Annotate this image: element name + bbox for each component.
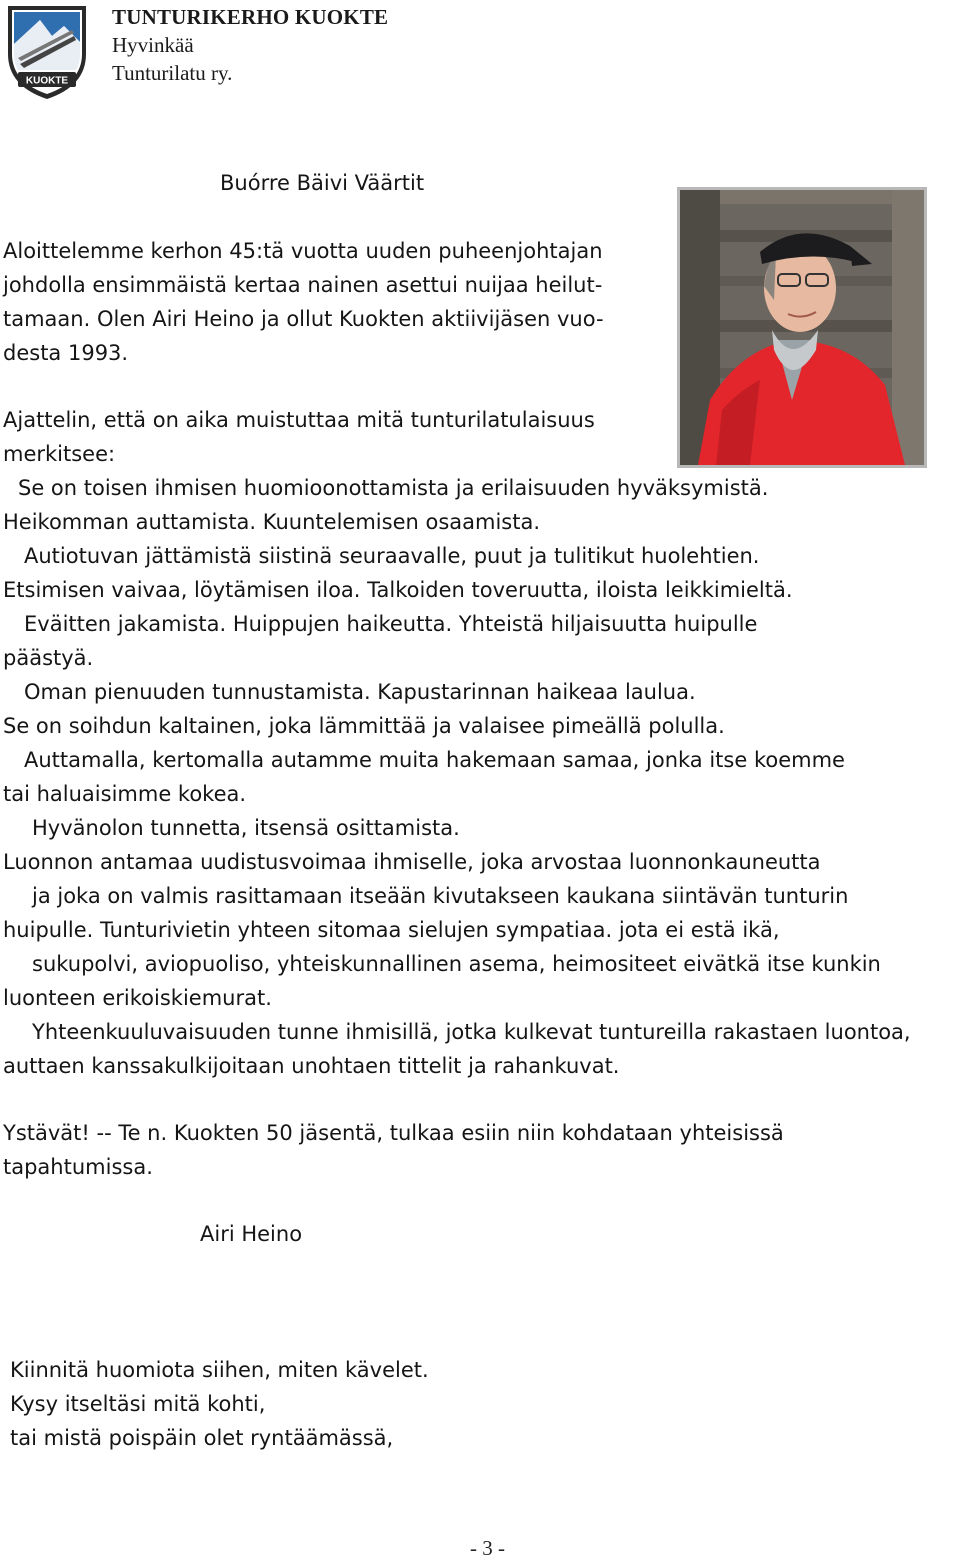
org-name: TUNTURIKERHO KUOKTE [112,5,389,29]
body-line: merkitsee: [3,442,116,466]
logo-text: KUOKTE [25,75,69,87]
body-line: päästyä. [3,646,94,670]
body-line: Yhteenkuuluvaisuuden tunne ihmisillä, jotka kulkevat tuntureilla rakastaen luontoa, [32,1020,911,1044]
intro-line: tamaan. Olen Airi Heino ja ollut Kuokten aktiivijäsen vuo- [3,307,604,331]
body-line: Hyvänolon tunnetta, itsensä osittamista. [32,816,460,840]
body-line: Luonnon antamaa uudistusvoimaa ihmiselle, joka arvostaa luonnonkauneutta [3,850,821,874]
body-line: Se on toisen ihmisen huomioonottamista ja erilaisuuden hyväksymistä. [18,476,769,500]
body-line: Oman pienuuden tunnustamista. Kapustarinnan haikeaa laulua. [24,680,696,704]
page-number: - 3 - [470,1536,505,1560]
article-greeting: Buórre Bäivi Väärtit [220,171,425,195]
body-line: huipulle. Tunturivietin yhteen sitomaa sielujen sympatiaa. jota ei estä ikä, [3,918,780,942]
body-line: auttaen kanssakulkijoitaan unohtaen tittelit ja rahankuvat. [3,1054,620,1078]
body-line: tai haluaisimme kokea. [3,782,247,806]
intro-line: Aloittelemme kerhon 45:tä vuotta uuden puheenjohtajan [3,239,603,263]
body-line: Autiotuvan jättämistä siistinä seuraavalle, puut ja tulitikut huolehtien. [24,544,760,568]
signature: Airi Heino [200,1222,303,1246]
body-line: Auttamalla, kertomalla autamme muita hakemaan samaa, jonka itse koemme [24,748,845,772]
body-line: sukupolvi, aviopuoliso, yhteiskunnallinen asema, heimositeet eivätkä itse kunkin [32,952,881,976]
author-photo [677,187,927,468]
body-line: Se on soihdun kaltainen, joka lämmittää ja valaisee pimeällä polulla. [3,714,725,738]
quote-line: tai mistä poispäin olet ryntäämässä, [10,1426,394,1450]
quote-line: Kysy itseltäsi mitä kohti, [10,1392,266,1416]
org-city: Hyvinkää [112,33,194,57]
intro-line: desta 1993. [3,341,129,365]
closing-line: Ystävät! -- Te n. Kuokten 50 jäsentä, tulkaa esiin niin kohdataan yhteisissä [3,1121,784,1145]
quote-line: Kiinnitä huomiota siihen, miten kävelet. [10,1358,429,1382]
org-association: Tunturilatu ry. [112,61,233,85]
body-line: Etsimisen vaivaa, löytämisen iloa. Talkoiden toveruutta, iloista leikkimieltä. [3,578,793,602]
body-line: Heikomman auttamista. Kuuntelemisen osaamista. [3,510,541,534]
body-line: Eväitten jakamista. Huippujen haikeutta. Yhteistä hiljaisuutta huipulle [24,612,758,636]
closing-line: tapahtumissa. [3,1155,153,1179]
body-line: Ajattelin, että on aika muistuttaa mitä tunturilatulaisuus [3,408,595,432]
club-logo [4,2,90,102]
body-line: ja joka on valmis rasittamaan itseään kivutakseen kaukana siintävän tunturin [32,884,849,908]
intro-line: johdolla ensimmäistä kertaa nainen asettui nuijaa heilut- [3,273,603,297]
body-line: luonteen erikoiskiemurat. [3,986,272,1010]
